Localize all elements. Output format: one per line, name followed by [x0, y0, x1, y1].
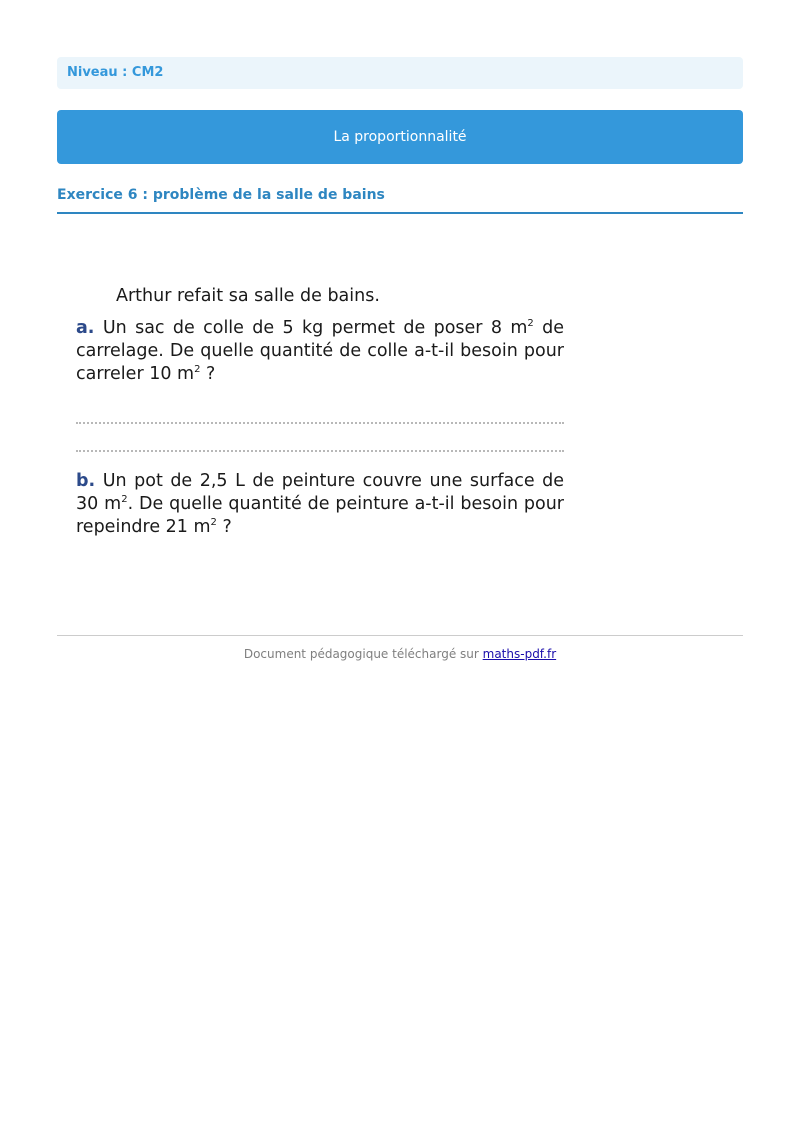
question-a-text-3: ?: [200, 364, 216, 384]
question-b-text-2: . De quelle quantité de peinture a-t-il besoin pour repeindre 21 m: [76, 494, 564, 537]
level-label: Niveau : CM2: [57, 57, 743, 89]
question-b-text-3: ?: [216, 517, 232, 537]
footer-divider: [57, 635, 743, 636]
exercise-title: Exercice 6 : problème de la salle de bains: [57, 184, 743, 214]
question-a-text-1: Un sac de colle de 5 kg permet de poser 8 m: [102, 318, 528, 338]
question-b-sup-2: 2: [210, 517, 217, 529]
question-b-sup-1: 2: [121, 494, 128, 506]
question-a: [76, 317, 564, 386]
chapter-title-banner: La proportionnalité: [57, 110, 743, 164]
footer-link[interactable]: maths-pdf.fr: [482, 647, 557, 661]
question-a-sup-1: 2: [527, 318, 534, 330]
exercise-content: [76, 283, 564, 539]
question-b: [76, 470, 564, 539]
question-a-letter: a.: [76, 318, 95, 338]
exercise-intro: Arthur refait sa salle de bains.: [116, 286, 380, 306]
footer-text: Document pédagogique téléchargé sur: [243, 647, 483, 661]
question-a-sup-2: 2: [194, 364, 201, 376]
question-a-text-2: de carrelage. De quelle quantité de colle a-t-il besoin pour carreler 10 m: [76, 318, 564, 384]
answer-line: [76, 450, 564, 452]
question-b-text-1: Un pot de 2,5 L de peinture couvre une surface de 30 m: [76, 471, 564, 514]
footer: [57, 647, 743, 661]
question-b-letter: b.: [76, 471, 96, 491]
answer-line: [76, 422, 564, 424]
